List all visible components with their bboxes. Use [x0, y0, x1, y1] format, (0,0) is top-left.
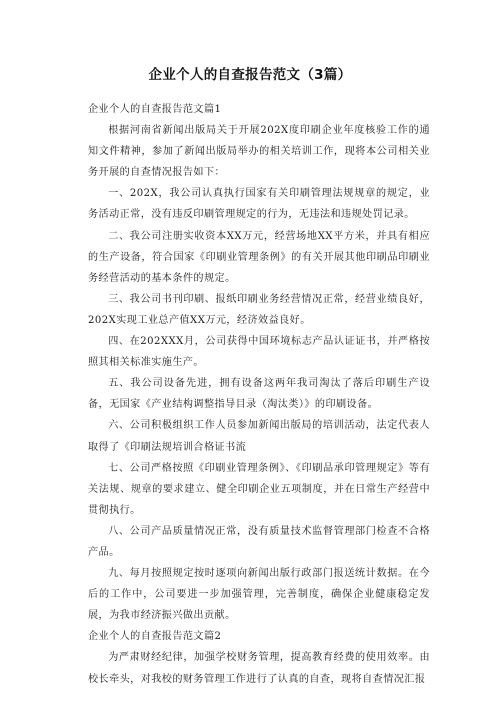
paragraph-item-2: 二、我公司注册实收资本XX万元，经营场地XX平方米，并具有相应的生产设备，符合国家《印刷业管理条例》的有关开展其他印刷品印刷业务经营活动的基本条件的规定。: [88, 230, 430, 284]
paragraph-item-9: 九、每月按照规定按时逐项向新闻出版行政部门报送统计数据。在今后的工作中，公司要进一步加强管理，完善制度，确保企业健康稳定发展，为我市经济振兴做出贡献。: [88, 568, 430, 622]
paragraph-item-4: 四、在202XXX月，公司获得中国环境标志产品认证证书，并严格按照其相关标准实施生产。: [88, 336, 430, 369]
paragraph-item-5: 五、我公司设备先进，拥有设备这两年我司淘汰了落后印刷生产设备，无国家《产业结构调整指导目录（淘汰类）》的印刷设备。: [88, 378, 430, 411]
paragraph-item-6: 六、公司积极组织工作人员参加新闻出版局的培训活动，法定代表人取得了《印刷法规培训合格证书流: [88, 420, 430, 453]
paragraph-item-1: 一、202X，我公司认真执行国家有关印刷管理法规规章的规定，业务活动正常，没有违反印刷管理规定的行为，无违法和违规处罚记录。: [88, 188, 430, 221]
document-title: 企业个人的自查报告范文（3篇）: [148, 67, 352, 83]
section-heading-2: 企业个人的自查报告范文篇2: [88, 631, 222, 643]
paragraph-item-7: 七、公司严格按照《印刷业管理条例》、《印刷品承印管理规定》等有关法规、规章的要求建立、健全印刷企业五项制度，并在日常生产经营中贯彻执行。: [88, 462, 430, 516]
paragraph-section2-intro: 为严肃财经纪律，加强学校财务管理，提高教育经费的使用效率。由校长牵头，对我校的财务管理工作进行了认真的自查，现将自查情况汇报: [88, 652, 430, 685]
paragraph-item-8: 八、公司产品质量情况正常，没有质量技术监督管理部门检查不合格产品。: [88, 525, 430, 558]
paragraph-item-3: 三、我公司书刊印刷、报纸印刷业务经营情况正常，经营业绩良好，202X实现工业总产值XX万元，经济效益良好。: [88, 293, 430, 326]
section-heading-1: 企业个人的自查报告范文篇1: [88, 104, 222, 115]
document-body: [88, 99, 430, 690]
paragraph-intro: 根据河南省新闻出版局关于开展202X度印刷企业年度核验工作的通知文件精神，参加了新闻出版局举办的相关培训工作，现将本公司相关业务开展的自查情况报告如下：: [88, 125, 430, 179]
